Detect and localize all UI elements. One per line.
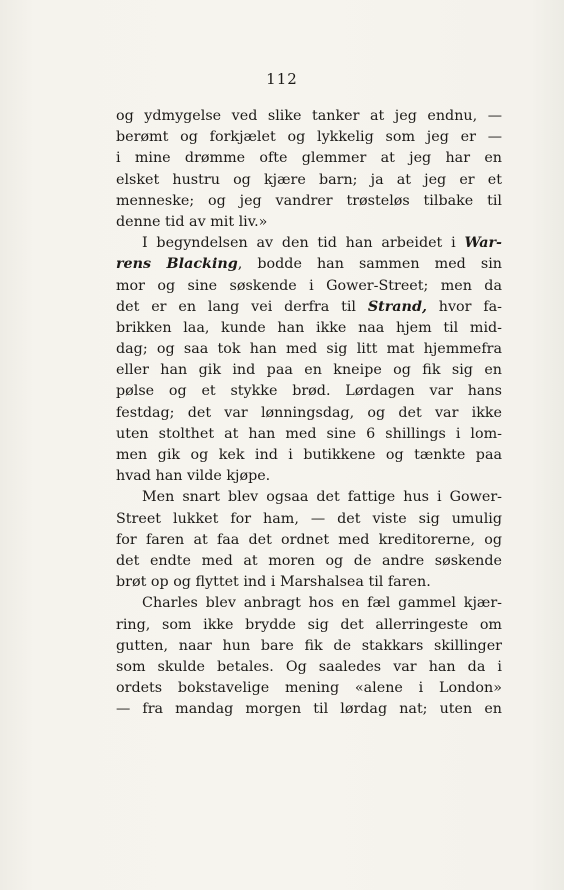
page-number: 112 <box>266 70 298 88</box>
text-line: ordets bokstavelige mening «alene i London» <box>116 680 502 697</box>
text-line: gutten, naar hun bare fik de stakkars skillinger <box>116 637 502 654</box>
body-text <box>116 106 502 720</box>
text-line: det endte med at moren og de andre søskende <box>116 552 502 569</box>
text-line <box>116 297 502 318</box>
text-line: mor og sine søskende i Gower-Street; men da <box>116 277 502 294</box>
text-line: Men snart blev ogsaa det fattige hus i Gower- <box>142 489 502 506</box>
text-line: Street lukket for ham, — det viste sig umulig <box>116 510 502 527</box>
text-fragment: det er en lang vei derfra til <box>116 298 368 315</box>
text-line: festdag; det var lønningsdag, og det var ikke <box>116 404 502 421</box>
text-line: som skulde betales. Og saaledes var han da i <box>116 658 502 675</box>
italic-title: War- <box>464 235 502 252</box>
italic-place: Strand, <box>367 298 427 315</box>
text-line: — fra mandag morgen til lørdag nat; uten en <box>116 701 502 718</box>
text-line: ring, som ikke brydde sig det allerringeste om <box>116 616 502 633</box>
text-line: dag; og saa tok han med sig litt mat hjemmefra <box>116 341 502 358</box>
text-line: Charles blev anbragt hos en fæl gammel kjær- <box>142 595 502 612</box>
text-fragment: , bodde han sammen med sin <box>237 256 502 273</box>
text-line: brøt op og flyttet ind i Marshalsea til faren. <box>116 574 431 591</box>
text-line: i mine drømme ofte glemmer at jeg har en <box>116 150 502 167</box>
text-line: for faren at faa det ordnet med kreditorerne, og <box>116 531 502 548</box>
text-line: menneske; og jeg vandrer trøsteløs tilbake til <box>116 192 502 209</box>
text-line: denne tid av mit liv.» <box>116 213 268 230</box>
text-line: uten stolthet at han med sine 6 shillings i lom- <box>116 425 502 442</box>
text-line: eller han gik ind paa en kneipe og fik sig en <box>116 362 502 379</box>
text-line: men gik og kek ind i butikkene og tænkte paa <box>116 447 502 463</box>
text-line: elsket hustru og kjære barn; ja at jeg er et <box>116 171 502 188</box>
text-line <box>116 254 502 275</box>
text-line <box>116 233 502 254</box>
text-fragment: I begyndelsen av den tid han arbeidet i <box>142 235 465 252</box>
text-fragment: hvor fa- <box>426 298 502 315</box>
text-line: og ydmygelse ved slike tanker at jeg endnu, — <box>116 108 502 124</box>
italic-title: rens Blacking <box>116 256 238 273</box>
text-line: brikken laa, kunde han ikke naa hjem til mid- <box>116 319 502 336</box>
text-line: pølse og et stykke brød. Lørdagen var hans <box>116 383 502 400</box>
text-line: hvad han vilde kjøpe. <box>116 468 271 485</box>
text-line: berømt og forkjælet og lykkelig som jeg er — <box>116 129 502 146</box>
